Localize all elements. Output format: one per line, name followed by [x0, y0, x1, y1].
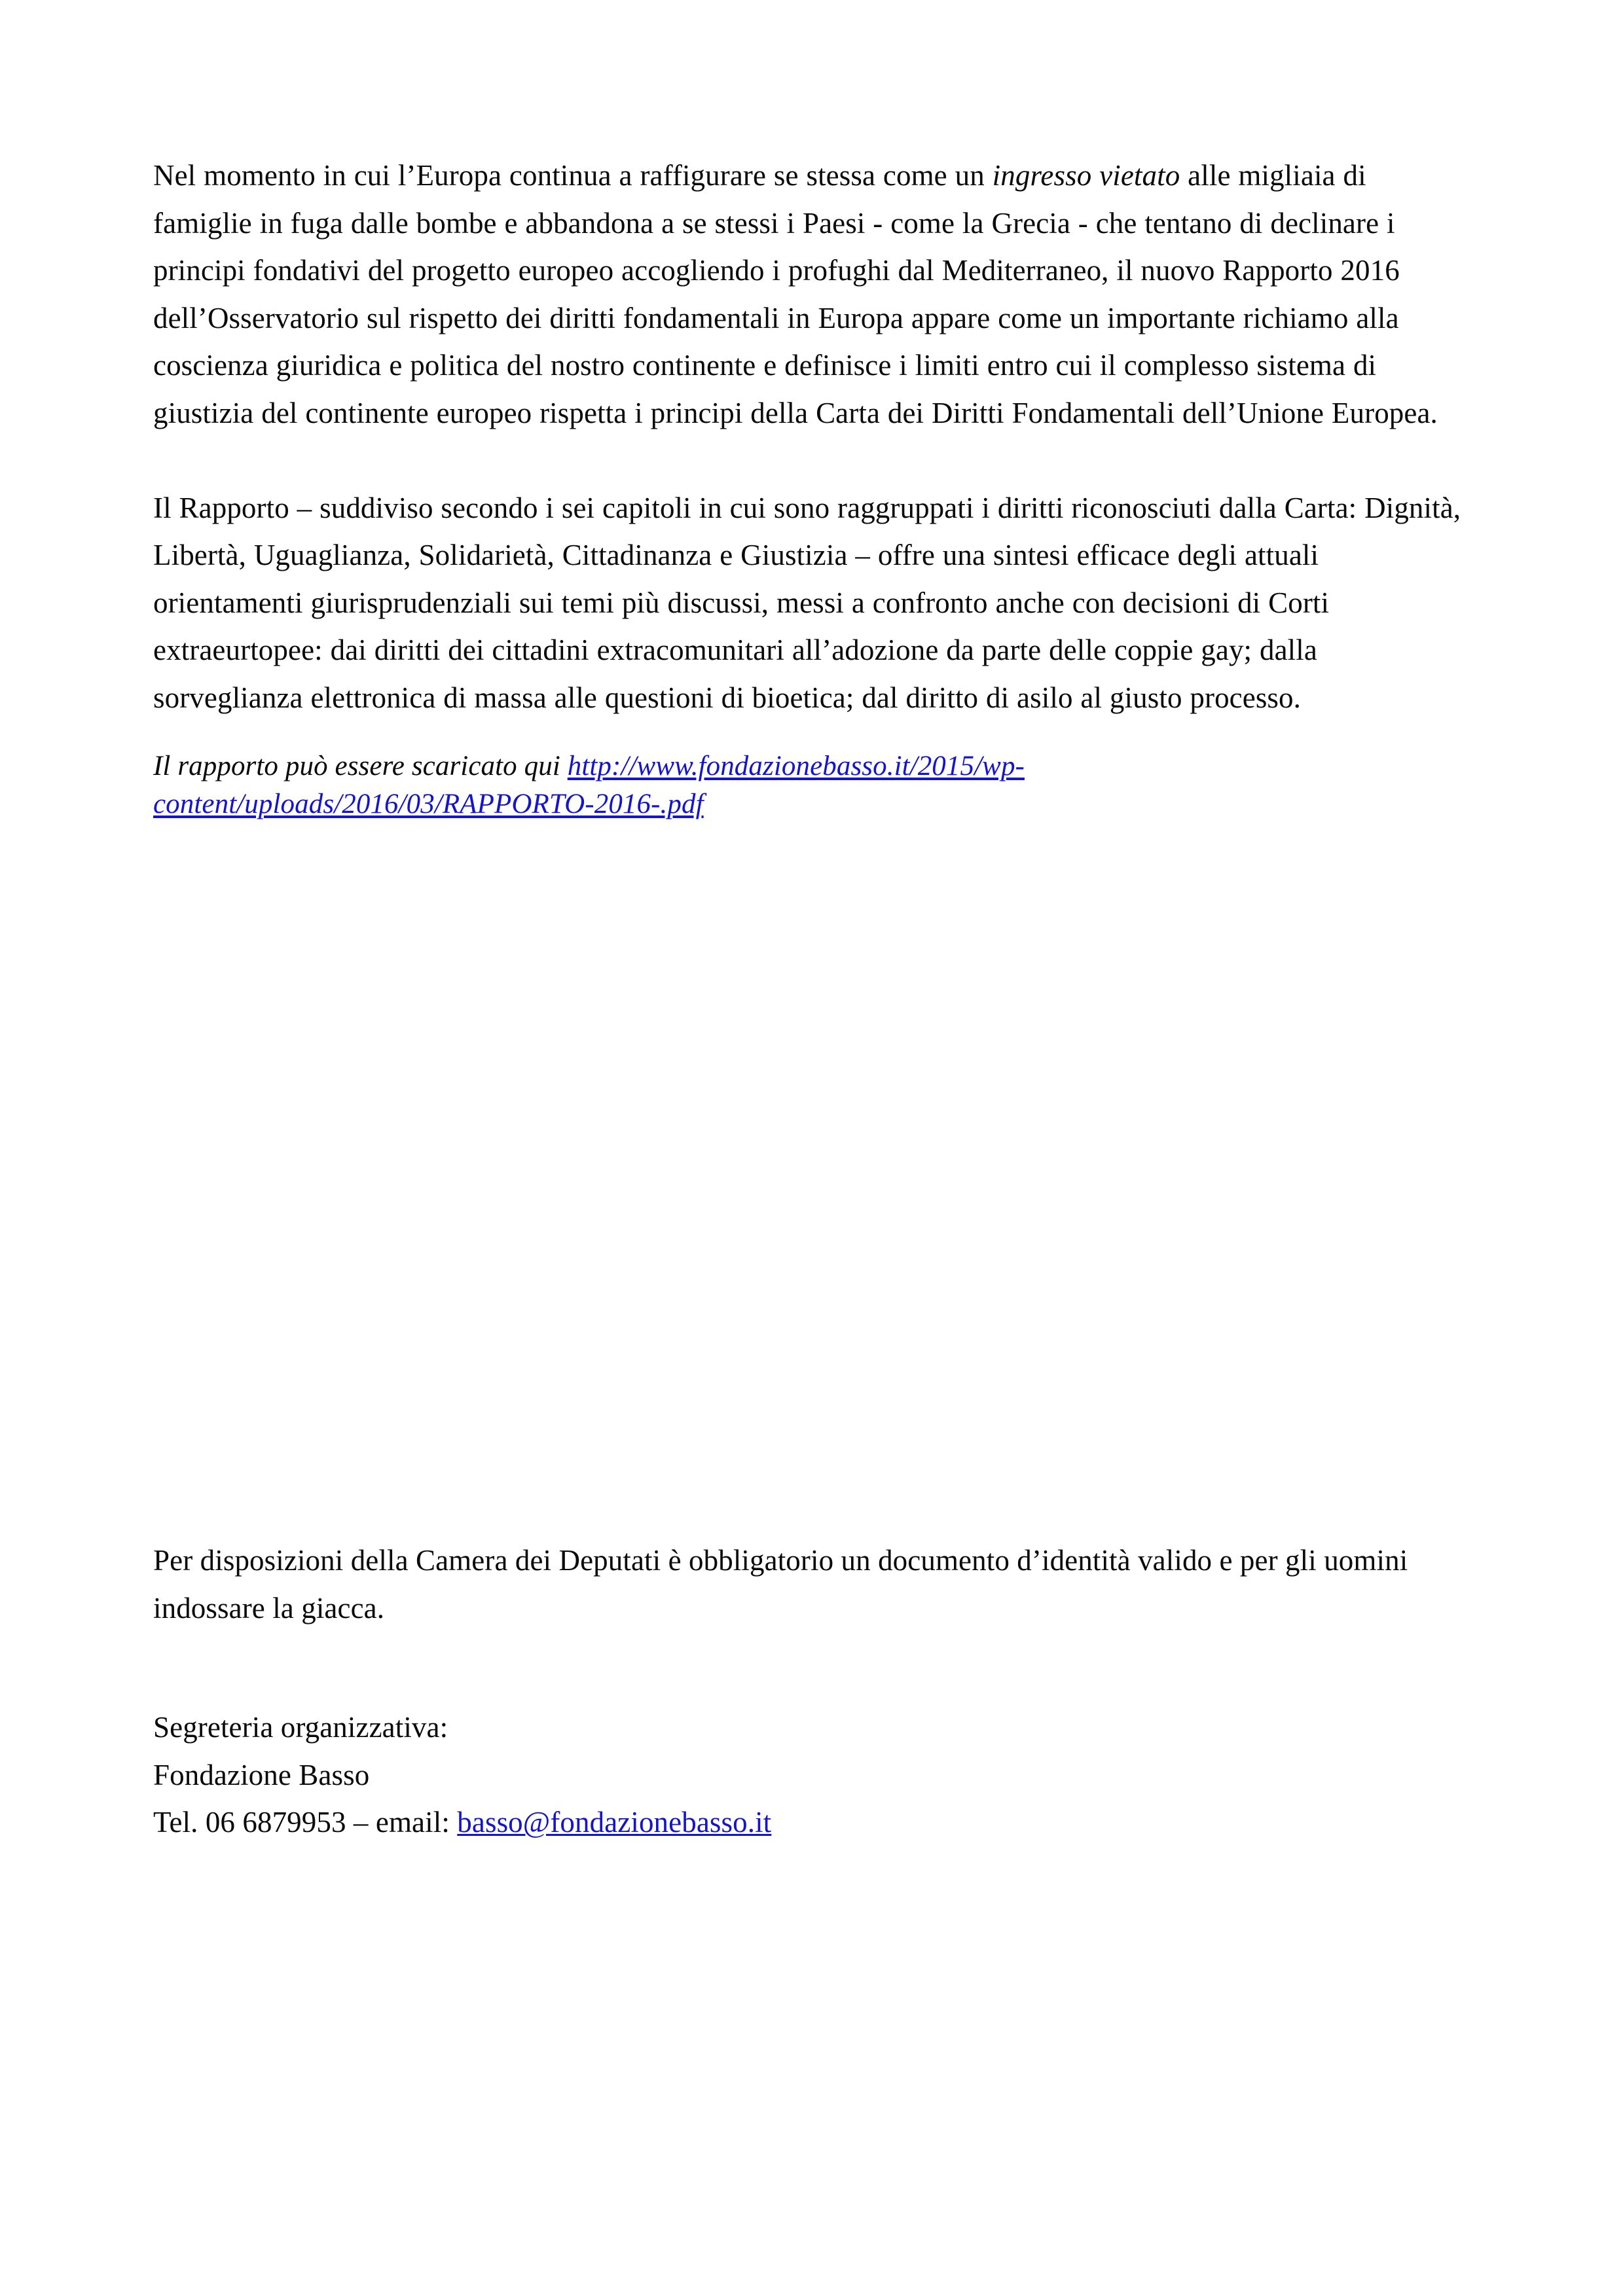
paragraph-intro-run-3: alle migliaia di famiglie in fuga dalle bombe e abbandona a se stessi i Paesi - come la Grecia - che tentano di declinare i principi fondativi del progetto europeo accogliendo i profughi dal Mediterraneo, il nuovo Rapporto 2016 dell’Osservatorio sul rispetto dei diritti fondamentali in Europa appare come un importante richiamo alla coscienza giuridica e politica del nostro continente e definisce i limiti entro cui il complesso sistema di giustizia del continente europeo rispetta i principi della Carta dei Diritti Fondamentali dell’Unione Europea.	[153, 159, 1438, 429]
signature-heading-text: Segreteria organizzativa:	[153, 1711, 448, 1744]
paragraph-download	[153, 747, 1462, 823]
signature-organization-text: Fondazione Basso	[153, 1758, 370, 1791]
paragraph-intro	[153, 152, 1462, 437]
download-paragraph-spacer	[153, 721, 1462, 747]
signature-contact	[153, 1799, 1462, 1846]
emphasis-ingresso-vietato: ingresso vietato	[992, 159, 1180, 192]
paragraph-intro-run-1: Nel momento in cui l’Europa continua a raffigurare se stessa come un	[153, 159, 993, 192]
signature-heading	[153, 1704, 1462, 1751]
signature-spacer	[153, 1632, 1462, 1704]
signature-organization	[153, 1751, 1462, 1799]
contact-email-link[interactable]: basso@fondazionebasso.it	[457, 1806, 772, 1839]
paragraph-spacer	[153, 437, 1462, 484]
paragraph-entry-requirements-text: Per disposizioni della Camera dei Deputati è obbligatorio un documento d’identità valido e per gli uomini indossare la giacca.	[153, 1544, 1408, 1624]
paragraph-report-summary	[153, 484, 1462, 722]
download-lead-text: Il rapporto può essere scaricato qui	[153, 751, 568, 781]
paragraph-report-summary-text: Il Rapporto – suddiviso secondo i sei capitoli in cui sono raggruppati i diritti riconosciuti dalla Carta: Dignità, Libertà, Uguaglianza, Solidarietà, Cittadinanza e Giustizia – offre una sintesi efficace degli attuali orientamenti giurisprudenziali sui temi più discussi, messi a confronto anche con decisioni di Corti extraeurtopee: dai diritti dei cittadini extracomunitari all’adozione da parte delle coppie gay; dalla sorveglianza elettronica di massa alle questioni di bioetica; dal diritto di asilo al giusto processo.	[153, 491, 1461, 714]
document-text-column	[153, 152, 1462, 1846]
signature-phone-text: Tel. 06 6879953 – email:	[153, 1806, 458, 1839]
paragraph-entry-requirements	[153, 1537, 1462, 1632]
page-blank-region	[153, 823, 1462, 1537]
report-pdf-link[interactable]: http://www.fondazionebasso.it/2015/wp-content/uploads/2016/03/RAPPORTO-2016-.pdf	[153, 751, 1025, 819]
